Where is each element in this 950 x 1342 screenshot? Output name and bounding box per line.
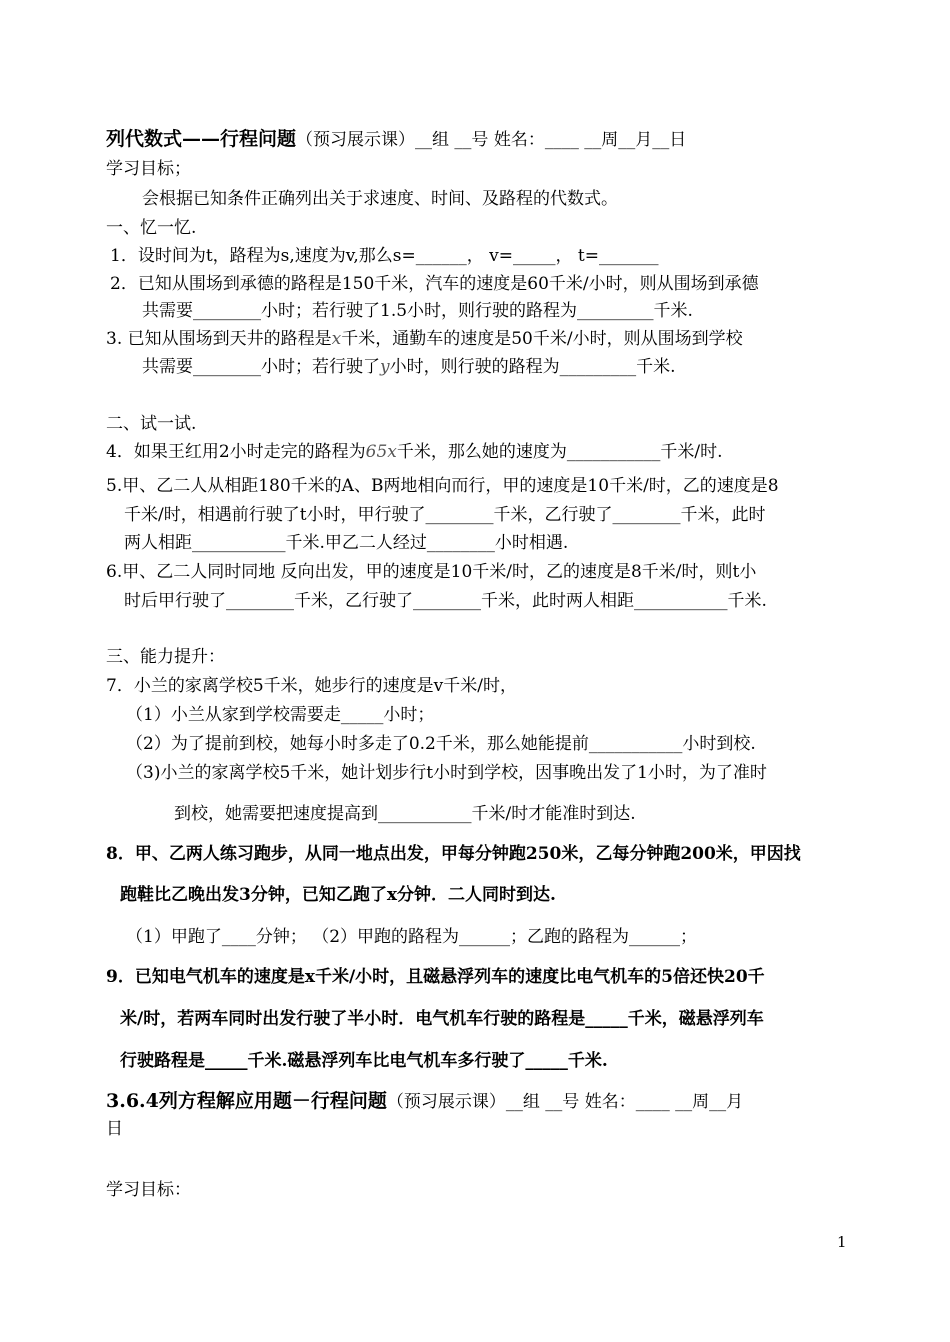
- next-title-meta: （预习展示课）__组 __号 姓名：____ __周__月: [386, 1092, 744, 1112]
- question-2-line-1: 2．已知从围场到承德的路程是150千米，汽车的速度是60千米/小时，则从围场到承德: [110, 274, 759, 294]
- section-2-heading: 二、试一试.: [106, 414, 197, 434]
- title-main: 列代数式——行程问题: [106, 128, 297, 150]
- goal-label: 学习目标；: [106, 159, 191, 179]
- question-5-line-1: 5.甲、乙二人从相距180千米的A、B两地相向而行，甲的速度是10千米/时，乙的速度是8: [106, 476, 779, 496]
- q4-text-a: 4．如果王红用2小时走完的路程为: [106, 442, 366, 462]
- question-3-line-1: [106, 328, 743, 350]
- next-title-main: 3.6.4列方程解应用题－行程问题: [106, 1090, 387, 1112]
- next-title-wrap: 日: [106, 1119, 123, 1139]
- q3-text-a: 3. 已知从围场到天井的路程是: [106, 329, 332, 349]
- question-7-part-1: （1）小兰从家到学校需要走_____小时；: [126, 705, 435, 725]
- title-meta: （预习展示课）__组 __号 姓名：____ __周__月__日: [296, 130, 687, 150]
- q3-variable-x: x: [331, 329, 342, 349]
- q4-expression: 65x: [365, 442, 397, 462]
- question-8-line-3: （1）甲跑了____分钟； （2）甲跑的路程为______；乙跑的路程为______；: [126, 927, 698, 947]
- question-4: [106, 441, 723, 463]
- q4-text-b: 千米，那么她的速度为___________千米/时.: [396, 442, 723, 462]
- next-goal-label: 学习目标：: [106, 1180, 191, 1200]
- question-9-line-1: 9．已知电气机车的速度是x千米/小时，且磁悬浮列车的速度比电气机车的5倍还快20千: [106, 967, 765, 987]
- question-7-part-3-line-2: 到校，她需要把速度提高到___________千米/时才能准时到达.: [174, 804, 636, 824]
- q3-text-b: 千米，通勤车的速度是50千米/小时，则从围场到学校: [341, 329, 743, 349]
- goal-text: 会根据已知条件正确列出关于求速度、时间、及路程的代数式。: [142, 189, 618, 209]
- section-3-heading: 三、能力提升：: [106, 647, 225, 667]
- question-5-line-2: 千米/时，相遇前行驶了t小时，甲行驶了________千米，乙行驶了________千米，此时: [124, 505, 766, 525]
- question-7-part-2: （2）为了提前到校，她每小时多走了0.2千米，那么她能提前___________小时到校.: [126, 734, 756, 754]
- q3-text-c: 共需要________小时；若行驶了: [142, 357, 380, 377]
- question-9-line-3: 行驶路程是_____千米.磁悬浮列车比电气机车多行驶了_____千米.: [120, 1051, 608, 1071]
- question-5-line-3: 两人相距___________千米.甲乙二人经过________小时相遇.: [124, 533, 569, 553]
- question-6-line-1: 6.甲、乙二人同时同地 反向出发，甲的速度是10千米/时，乙的速度是8千米/时，则t小: [106, 562, 757, 582]
- question-9-line-2: 米/时，若两车同时出发行驶了半小时．电气机车行驶的路程是_____千米，磁悬浮列车: [120, 1009, 764, 1029]
- q3-text-d: 小时，则行驶的路程为_________千米.: [389, 357, 676, 377]
- question-3-line-2: [142, 356, 676, 378]
- page-number: 1: [837, 1233, 847, 1251]
- question-7: 7．小兰的家离学校5千米，她步行的速度是v千米/时，: [106, 676, 517, 696]
- question-8-line-2: 跑鞋比乙晚出发3分钟，已知乙跑了x分钟．二人同时到达.: [120, 885, 556, 905]
- next-lesson-title: [106, 1090, 743, 1113]
- question-2-line-2: 共需要________小时；若行驶了1.5小时，则行驶的路程为_________千米.: [142, 301, 693, 321]
- question-1: 1．设时间为t，路程为s,速度为v,那么s=______， v=_____， t=_______: [110, 246, 659, 266]
- question-6-line-2: 时后甲行驶了________千米，乙行驶了________千米，此时两人相距___________千米.: [124, 591, 767, 611]
- page-title: [106, 128, 686, 151]
- question-7-part-3-line-1: （3)小兰的家离学校5千米，她计划步行t小时到学校，因事晚出发了1小时，为了准时: [126, 763, 767, 783]
- question-8-line-1: 8．甲、乙两人练习跑步，从同一地点出发，甲每分钟跑250米，乙每分钟跑200米，甲因找: [106, 844, 801, 864]
- section-1-heading: 一、忆一忆.: [106, 218, 197, 238]
- q3-variable-y: y: [380, 357, 390, 377]
